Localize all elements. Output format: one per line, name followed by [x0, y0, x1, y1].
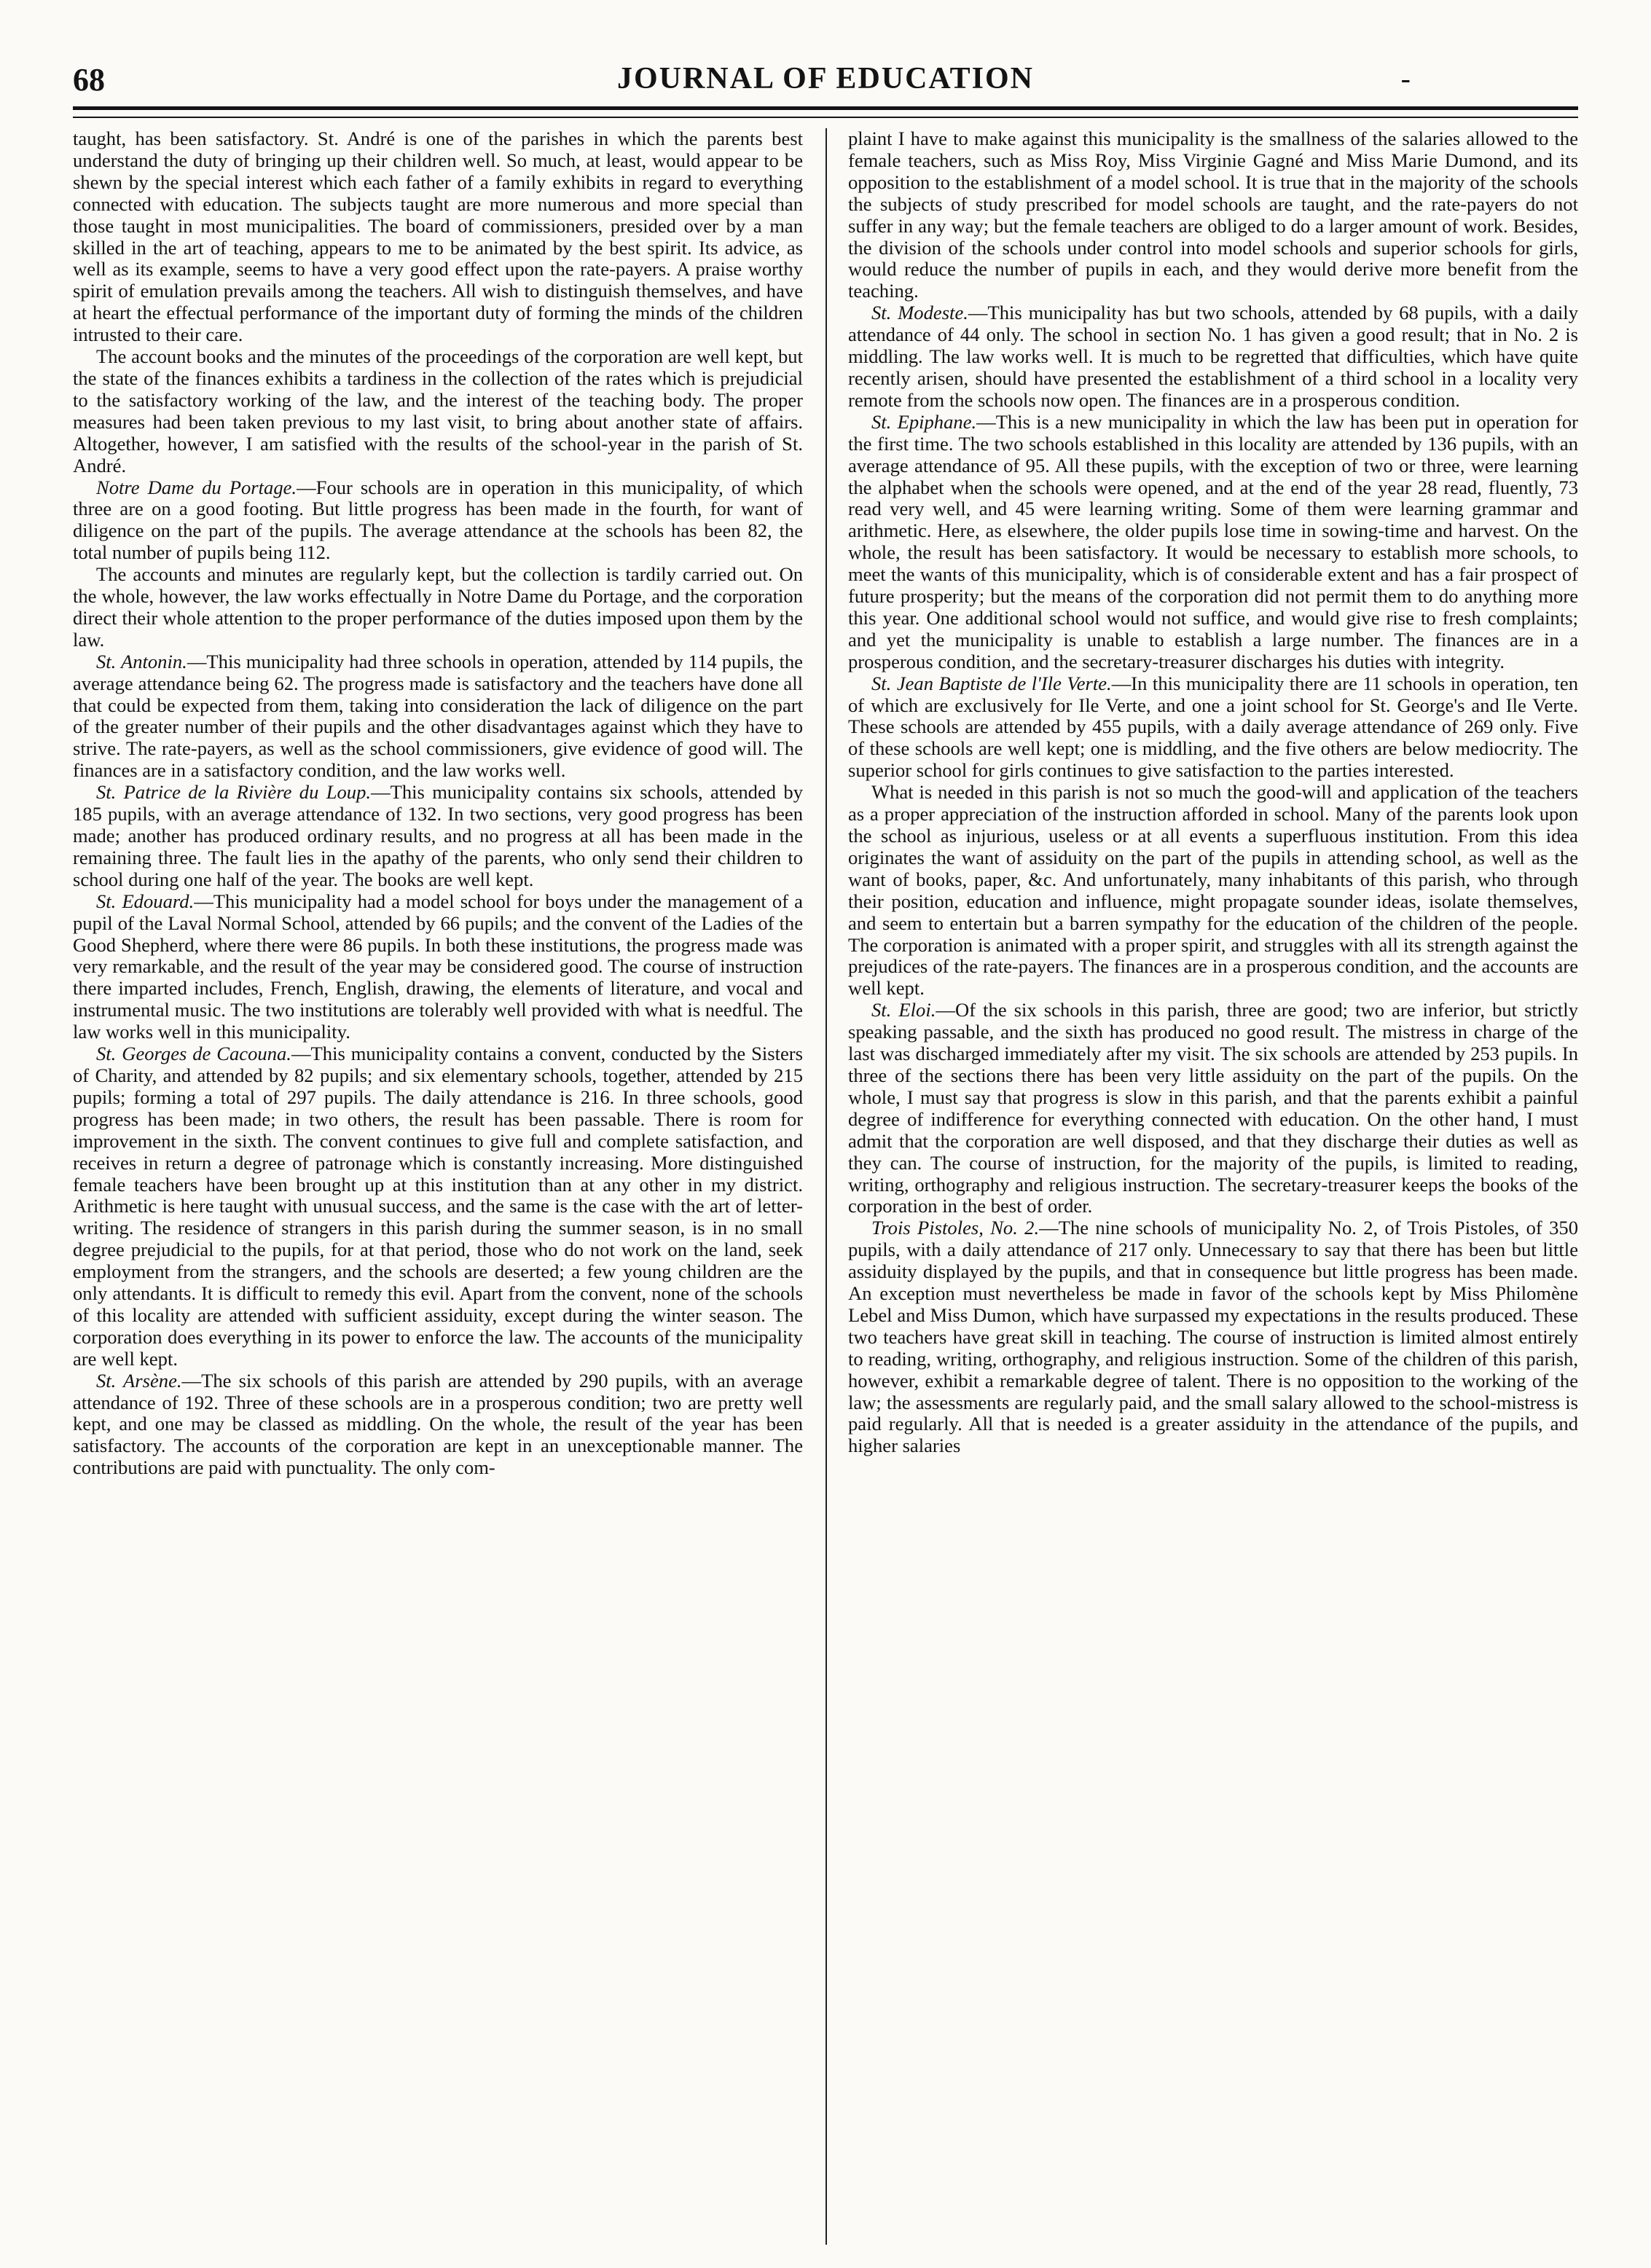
section-heading: Notre Dame du Portage.: [96, 476, 297, 498]
paragraph: [73, 564, 803, 651]
section-heading: St. Edouard.: [96, 890, 195, 912]
section-heading: St. Patrice de la Rivière du Loup.: [96, 781, 372, 804]
header-rule-thin: [73, 117, 1578, 118]
section-heading: St. Epiphane.: [871, 410, 977, 433]
page-number: 68: [73, 62, 105, 98]
paragraph: [73, 1370, 803, 1480]
paragraph: [73, 477, 803, 565]
section-heading: St. Jean Baptiste de l'Ile Verte.: [871, 672, 1112, 694]
header-mark: -: [1400, 62, 1411, 95]
running-title: JOURNAL OF EDUCATION: [616, 62, 1035, 95]
paragraph-text: —This municipality had a model school for boys under the management of a pupil of the Laval Normal School, attended by 66 pupils; and the convent of the Ladies of the Good Shepherd, where there were 86 pupils. In both these institutions, the progress made was very remarkable, and the result of the year may be considered good. The course of instruction there imparted includes, French, English, drawing, the elements of literature, and vocal and instrumental music. The two institutions are tolerably well provided with what is needful. The law works well in this municipality.: [73, 890, 803, 1043]
paragraph: [848, 1000, 1578, 1217]
paragraph: [848, 412, 1578, 673]
paragraph-text: plaint I have to make against this municipality is the smallness of the salaries allowed to the female teachers, such as Miss Roy, Miss Virginie Gagné and Miss Marie Dumond, and its opposition to the establishment of a model school. It is true that in the majority of the schools the subjects of study prescribed for model schools are taught, and the rate-payers do not suffer in any way; but the female teachers are obliged to do a larger amount of work. Besides, the division of the schools under control into model schools and superior schools for girls, would reduce the number of pupils in each, and they would derive more benefit from the teaching.: [848, 128, 1578, 302]
paragraph: [73, 782, 803, 891]
left-column: [73, 128, 803, 2245]
paragraph-text: —This municipality has but two schools, attended by 68 pupils, with a daily attendance of 44 only. The school in section No. 1 has given a good result; that in No. 2 is middling. The law works well. It is much to be regretted that difficulties, which have quite recently arisen, should have presented the establishment of a third school in a locality very remote from the schools now open. The finances are in a prosperous condition.: [848, 302, 1578, 411]
section-heading: St. Modeste.: [871, 302, 968, 324]
paragraph: [848, 673, 1578, 782]
right-column: [848, 128, 1578, 2245]
paragraph: [848, 782, 1578, 1000]
paragraph: [848, 1217, 1578, 1457]
column-divider: [825, 128, 827, 2245]
page-header: [73, 61, 1578, 108]
paragraph: [73, 891, 803, 1043]
paragraph-text: The account books and the minutes of the proceedings of the corporation are well kept, but the state of the finances exhibits a tardiness in the collection of the rates which is prejudicial to the satisfactory working of the law, and the interest of the teaching body. The proper measures had been taken previous to my last visit, to bring about another state of affairs. Altogether, however, I am satisfied with the results of the school-year in the parish of St. André.: [73, 345, 803, 476]
paragraph: [73, 1043, 803, 1370]
paragraph: [848, 302, 1578, 412]
section-heading: St. Arsène.: [96, 1369, 182, 1392]
paragraph-text: —The nine schools of municipality No. 2, of Trois Pistoles, of 350 pupils, with a daily attendance of 217 only. Unnecessary to say that there has been but little assiduity displayed by the pupils, and that in consequence but little progress has been made. An exception must nevertheless be made in favor of the schools kept by Miss Philomène Lebel and Miss Dumon, which have surpassed my expectations in the results produced. These two teachers have great skill in teaching. The course of instruction is limited almost entirely to reading, writing, orthography, and religious instruction. Some of the children of this parish, however, exhibit a remarkable degree of talent. There is no opposition to the working of the law; the assessments are regularly paid, and the small salary allowed to the school-mistress is paid regularly. All that is needed is a greater assiduity in the attendance of the pupils, and higher salaries: [848, 1217, 1578, 1457]
paragraph: [848, 128, 1578, 302]
section-heading: Trois Pistoles, No. 2.: [871, 1217, 1040, 1239]
section-heading: St. Eloi.: [871, 999, 936, 1021]
section-heading: St. Georges de Cacouna.: [96, 1043, 291, 1065]
paragraph-text: What is needed in this parish is not so much the good-will and application of the teachers as a proper appreciation of the instruction afforded in school. Many of the parents look upon the school as injurious, useless or at all events a superfluous institution. From this idea originates the want of assiduity on the part of the pupils in attending school, as well as the want of books, paper, &c. And unfortunately, many inhabitants of this parish, who through their position, education and influence, might propagate sounder ideas, isolate themselves, and seem to entertain but a barren sympathy for the education of the children of the people. The corporation is animated with a proper spirit, and struggles with all its strength against the prejudices of the rate-payers. The finances are in a prosperous condition, and the accounts are well kept.: [848, 781, 1578, 1000]
paragraph: [73, 346, 803, 476]
paragraph: [73, 128, 803, 346]
paragraph-text: —In this municipality there are 11 schools in operation, ten of which are exclusively for Ile Verte, and one a joint school for St. George's and Ile Verte. These schools are attended by 455 pupils, with a daily average attendance of 269 only. Five of these schools are well kept; one is middling, and the five others are below mediocrity. The superior school for girls continues to give satisfaction to the parties interested.: [848, 672, 1578, 782]
paragraph-text: —Of the six schools in this parish, three are good; two are inferior, but strictly speaking passable, and the sixth has produced no good result. The mistress in charge of the last was discharged immediately after my visit. The six schools are attended by 253 pupils. In three of the sections there has been very little assiduity on the part of the pupils. On the whole, I must say that progress is slow in this parish, and that the parents exhibit a painful degree of indifference for everything connected with education. On the other hand, I must admit that the corporation are well disposed, and that they discharge their duties as well as they can. The course of instruction, for the majority of the pupils, is limited to reading, writing, orthography and religious instruction. The secretary-treasurer keeps the books of the corporation in the best of order.: [848, 999, 1578, 1217]
paragraph-text: —This municipality contains a convent, conducted by the Sisters of Charity, and attended by 82 pupils; and six elementary schools, together, attended by 215 pupils; forming a total of 297 pupils. The daily attendance is 216. In three schools, good progress has been made; in two others, the result has been passable. There is room for improvement in the sixth. The convent continues to give full and complete satisfaction, and receives in return a degree of patronage which is constantly increasing. More distinguished female teachers have been brought up at this institution than at any other in my district. Arithmetic is here taught with unusual success, and the same is the case with the art of letter-writing. The residence of strangers in this parish during the summer season, is in no small degree prejudicial to the pupils, for at that period, those who do not work on the land, seek employment from the strangers, and the schools are deserted; a few young children are the only attendants. It is difficult to remedy this evil. Apart from the convent, none of the schools of this locality are attended with sufficient assiduity, except during the winter season. The corporation does everything in its power to enforce the law. The accounts of the municipality are well kept.: [73, 1043, 803, 1370]
paragraph: [73, 651, 803, 782]
paragraph-text: —This municipality contains six schools, attended by 185 pupils, with an average attendance of 132. In two sections, very good progress has been made; another has produced ordinary results, and no progress at all has been made in the remaining three. The fault lies in the apathy of the parents, who only send their children to school during one half of the year. The books are well kept.: [73, 781, 803, 890]
paragraph-text: The accounts and minutes are regularly kept, but the collection is tardily carried out. On the whole, however, the law works effectually in Notre Dame du Portage, and the corporation direct their whole attention to the proper performance of the duties imposed upon them by the law.: [73, 563, 803, 651]
paragraph-text: —This municipality had three schools in operation, attended by 114 pupils, the average attendance being 62. The progress made is satisfactory and the teachers have done all that could be expected from them, taking into consideration the lack of diligence on the part of the greater number of their pupils and the other disadvantages against which they have to strive. The rate-payers, as well as the school commissioners, give evidence of good will. The finances are in a satisfactory condition, and the law works well.: [73, 650, 803, 782]
section-heading: St. Antonin.: [96, 650, 187, 672]
paragraph-text: —Four schools are in operation in this municipality, of which three are on a good footing. But little progress has been made in the fourth, for want of diligence on the part of the pupils. The average attendance at the schools has been 82, the total number of pupils being 112.: [73, 476, 803, 564]
paragraph-text: taught, has been satisfactory. St. André is one of the parishes in which the parents best understand the duty of bringing up their children well. So much, at least, would appear to be shewn by the special interest which each father of a family exhibits in regard to everything connected with education. The subjects taught are more numerous and more special than those taught in most municipalities. The board of commissioners, presided over by a man skilled in the art of teaching, appears to me to be animated by the best spirit. Its advice, as well as its example, seems to have a very good effect upon the rate-payers. A praise worthy spirit of emulation prevails among the teachers. All wish to distinguish themselves, and have at heart the effectual performance of the important duty of forming the minds of the children intrusted to their care.: [73, 128, 803, 346]
paragraph-text: —This is a new municipality in which the law has been put in operation for the first time. The two schools established in this locality are attended by 136 pupils, with an average attendance of 95. All these pupils, with the exception of two or three, were learning the alphabet when the schools were opened, and at the end of the year 28 read, fluently, 73 read very well, and 45 were learning writing. Some of them were learning grammar and arithmetic. Here, as elsewhere, the older pupils lose time in sowing-time and harvest. On the whole, the result has been satisfactory. It would be necessary to establish more schools, to meet the wants of this municipality, which is of considerable extent and has a fair prospect of future prosperity; but the means of the corporation did not permit them to do anything more this year. One additional school would not suffice, and would give rise to fresh complaints; and yet the municipality is unable to establish a large number. The finances are in a prosperous condition, and the secretary-treasurer discharges his duties with integrity.: [848, 410, 1578, 672]
paragraph-text: —The six schools of this parish are attended by 290 pupils, with an average attendance of 192. Three of these schools are in a prosperous condition; two are pretty well kept, and one may be classed as middling. On the whole, the result of the year has been satisfactory. The accounts of the corporation are kept in an unexceptionable manner. The contributions are paid with punctuality. The only com-: [73, 1369, 803, 1479]
header-rule-thick: [73, 106, 1578, 110]
